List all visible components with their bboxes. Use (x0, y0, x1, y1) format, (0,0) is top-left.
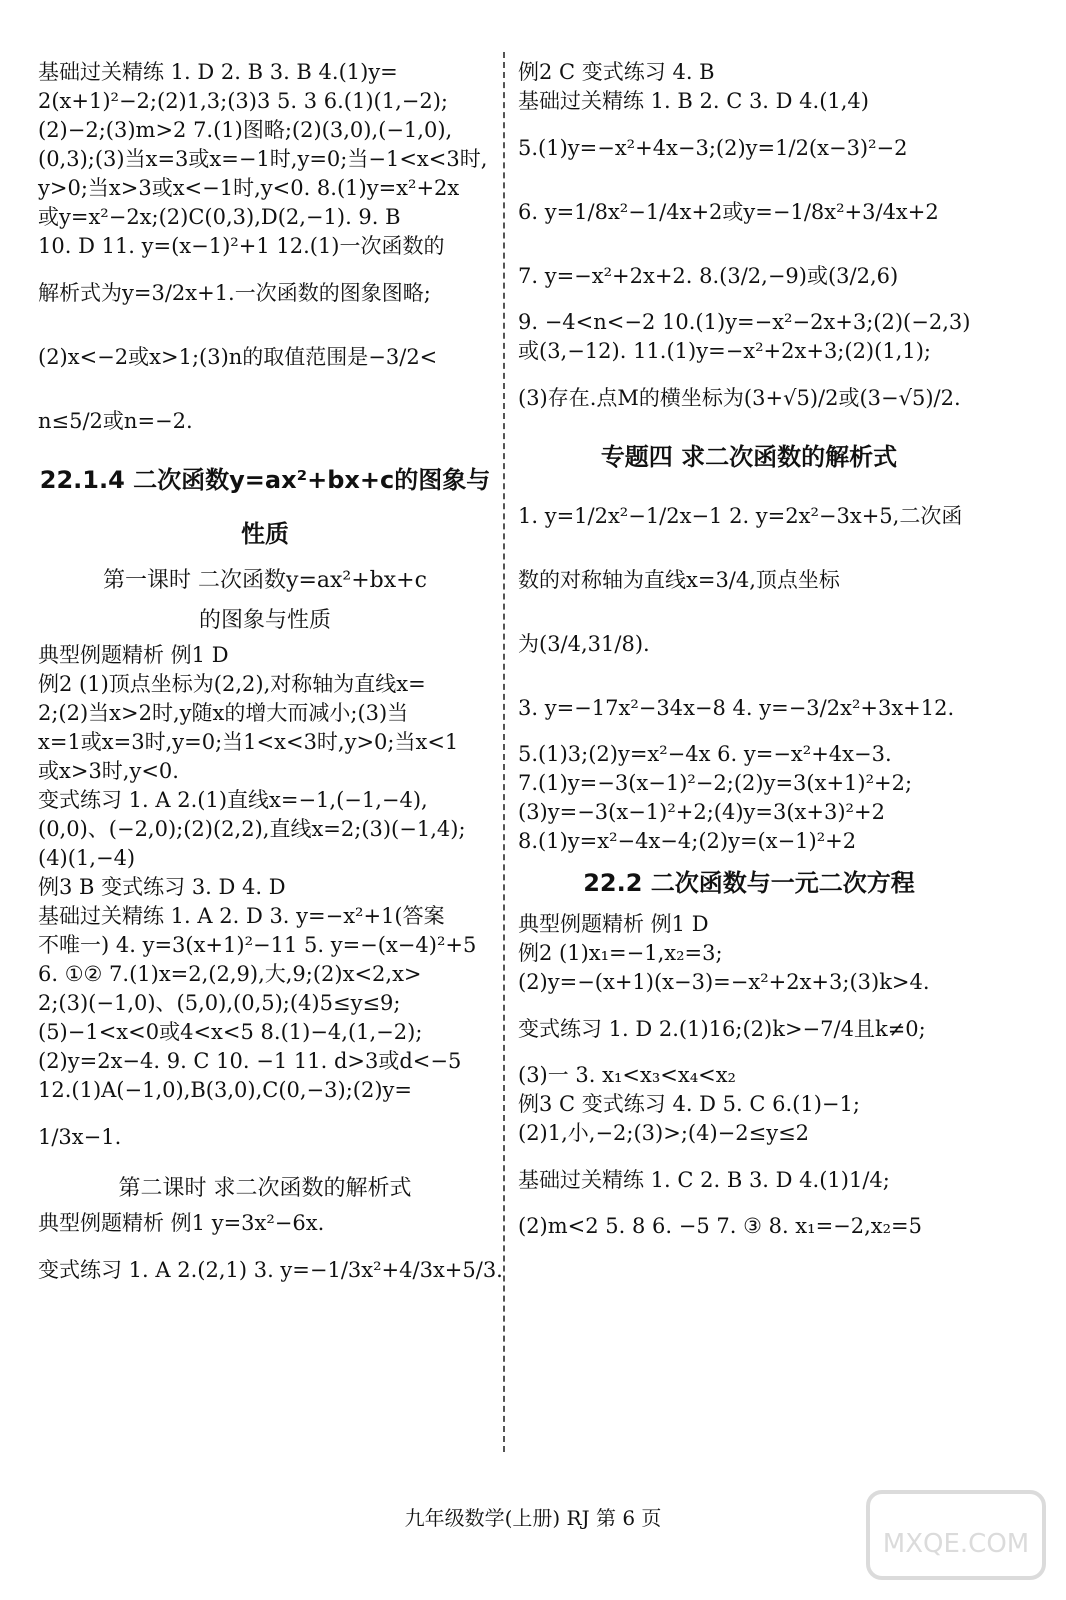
right-line: (3)存在.点M的横坐标为(3+√5)/2或(3−√5)/2. (518, 386, 961, 410)
right-line: (2)y=−(x+1)(x−3)=−x²+2x+3;(3)k>4. (518, 970, 930, 994)
left-line: 2(x+1)²−2;(2)1,3;(3)3 5. 3 6.(1)(1,−2); (38, 89, 448, 113)
left-line: (0,0)、(−2,0);(2)(2,2),直线x=2;(3)(−1,4); (38, 817, 466, 841)
right-line: (3)一 3. x₁<x₃<x₄<x₂ (518, 1063, 736, 1087)
left-line: 变式练习 1. A 2.(2,1) 3. y=−1/3x²+4/3x+5/3. (38, 1258, 503, 1282)
right-line: 变式练习 1. D 2.(1)16;(2)k>−7/4且k≠0; (518, 1017, 926, 1041)
right-line: 5.(1)y=−x²+4x−3;(2)y=1/2(x−3)²−2 (518, 136, 908, 160)
right-line: 基础过关精练 1. C 2. B 3. D 4.(1)1/4; (518, 1168, 890, 1192)
right-line: 例2 (1)x₁=−1,x₂=3; (518, 941, 723, 965)
left-line: 例3 B 变式练习 3. D 4. D (38, 875, 286, 899)
right-line: 3. y=−17x²−34x−8 4. y=−3/2x²+3x+12. (518, 696, 955, 720)
left-line: 第一课时 二次函数y=ax²+bx+c (103, 568, 427, 593)
right-line: 专题四 求二次函数的解析式 (600, 443, 898, 471)
right-line: 9. −4<n<−2 10.(1)y=−x²−2x+3;(2)(−2,3) (518, 310, 971, 334)
right-line: 数的对称轴为直线x=3/4,顶点坐标 (518, 568, 840, 592)
left-line: 典型例题精析 例1 y=3x²−6x. (38, 1211, 325, 1235)
left-line: (2)x<−2或x>1;(3)n的取值范围是−3/2< (38, 345, 438, 369)
right-line: 7. y=−x²+2x+2. 8.(3/2,−9)或(3/2,6) (518, 264, 899, 288)
left-line: 不唯一) 4. y=3(x+1)²−11 5. y=−(x−4)²+5 (38, 933, 477, 957)
right-line: 典型例题精析 例1 D (518, 912, 709, 936)
left-line: (4)(1,−4) (38, 846, 136, 870)
left-line: 10. D 11. y=(x−1)²+1 12.(1)一次函数的 (38, 234, 445, 258)
right-line: 6. y=1/8x²−1/4x+2或y=−1/8x²+3/4x+2 (518, 200, 939, 224)
right-line: 7.(1)y=−3(x−1)²−2;(2)y=3(x+1)²+2; (518, 771, 913, 795)
left-line: 12.(1)A(−1,0),B(3,0),C(0,−3);(2)y= (38, 1078, 412, 1102)
left-line: x=1或x=3时,y=0;当1<x<3时,y>0;当x<1 (38, 730, 459, 754)
right-line: 基础过关精练 1. B 2. C 3. D 4.(1,4) (518, 89, 869, 113)
right-line: (2)m<2 5. 8 6. −5 7. ③ 8. x₁=−2,x₂=5 (518, 1214, 923, 1238)
right-line: 例2 C 变式练习 4. B (518, 60, 715, 84)
left-line: 例2 (1)顶点坐标为(2,2),对称轴为直线x= (38, 672, 426, 696)
right-line: 8.(1)y=x²−4x−4;(2)y=(x−1)²+2 (518, 829, 857, 853)
left-line: 的图象与性质 (198, 608, 331, 633)
left-line: y>0;当x>3或x<−1时,y<0. 8.(1)y=x²+2x (38, 176, 460, 200)
right-line: 22.2 二次函数与一元二次方程 (583, 869, 915, 897)
right-line: (2)1,小,−2;(3)>;(4)−2≤y≤2 (518, 1121, 810, 1145)
left-line: (2)y=2x−4. 9. C 10. −1 11. d>3或d<−5 (38, 1049, 462, 1073)
left-line: 2;(2)当x>2时,y随x的增大而减小;(3)当 (38, 701, 409, 725)
left-line: 6. ①② 7.(1)x=2,(2,9),大,9;(2)x<2,x> (38, 962, 422, 986)
left-line: (5)−1<x<0或4<x<5 8.(1)−4,(1,−2); (38, 1020, 423, 1044)
left-line: (2)−2;(3)m>2 7.(1)图略;(2)(3,0),(−1,0), (38, 118, 453, 142)
left-line: 基础过关精练 1. D 2. B 3. B 4.(1)y= (38, 60, 398, 84)
left-line: (0,3);(3)当x=3或x=−1时,y=0;当−1<x<3时, (38, 147, 488, 171)
page-footer: 九年级数学(上册) RJ 第 6 页 (404, 1506, 662, 1530)
right-line: 5.(1)3;(2)y=x²−4x 6. y=−x²+4x−3. (518, 742, 892, 766)
left-line: n≤5/2或n=−2. (38, 409, 193, 433)
watermark-logo (866, 1490, 1046, 1580)
left-line: 22.1.4 二次函数y=ax²+bx+c的图象与性质 (39, 466, 491, 548)
right-line: 例3 C 变式练习 4. D 5. C 6.(1)−1; (518, 1092, 860, 1116)
right-line: 为(3/4,31/8). (518, 632, 650, 656)
column-divider (503, 52, 505, 1452)
right-column (518, 58, 980, 1241)
left-line: 基础过关精练 1. A 2. D 3. y=−x²+1(答案 (38, 904, 445, 928)
left-line: 或y=x²−2x;(2)C(0,3),D(2,−1). 9. B (38, 205, 401, 229)
left-line: 变式练习 1. A 2.(1)直线x=−1,(−1,−4), (38, 788, 428, 812)
left-line: 或x>3时,y<0. (38, 759, 179, 783)
left-line: 解析式为y=3/2x+1.一次函数的图象图略; (38, 281, 431, 305)
right-line: 1. y=1/2x²−1/2x−1 2. y=2x²−3x+5,二次函 (518, 504, 963, 528)
right-line: (3)y=−3(x−1)²+2;(4)y=3(x+3)²+2 (518, 800, 885, 824)
left-line: 2;(3)(−1,0)、(5,0),(0,5);(4)5≤y≤9; (38, 991, 401, 1015)
left-line: 典型例题精析 例1 D (38, 643, 229, 667)
left-line: 第二课时 求二次函数的解析式 (118, 1176, 412, 1201)
left-line: 1/3x−1. (38, 1125, 122, 1149)
left-column (38, 58, 503, 1302)
watermark-text: MXQE.COM (882, 1529, 1030, 1559)
right-line: 或(3,−12). 11.(1)y=−x²+2x+3;(2)(1,1); (518, 339, 931, 363)
